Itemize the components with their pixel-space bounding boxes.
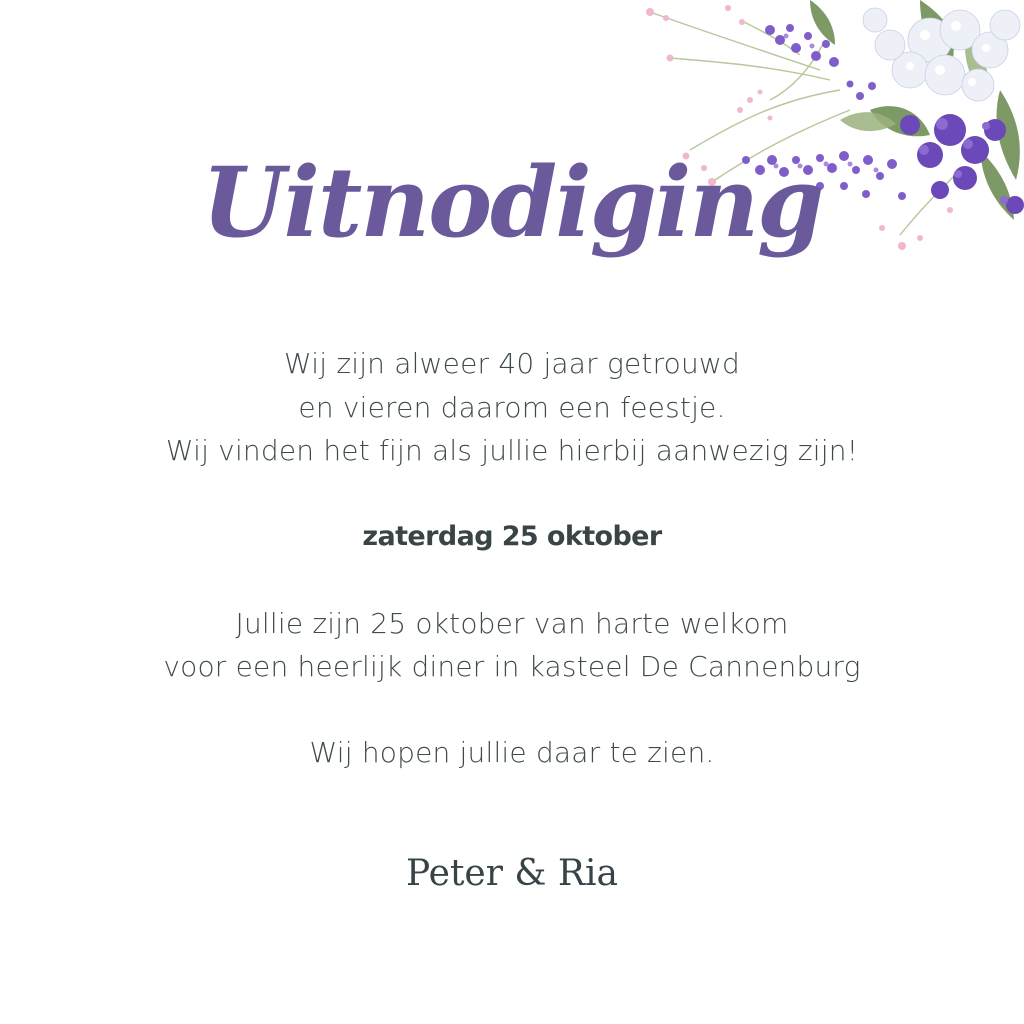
details-line-2: voor een heerlijk diner in kasteel De Cannenburg: [163, 650, 861, 683]
intro-line-3: Wij vinden het fijn als jullie hierbij aanwezig zijn!: [165, 434, 859, 467]
intro-line-1: Wij zijn alweer 40 jaar getrouwd: [283, 347, 741, 380]
details-line-1: Jullie zijn 25 oktober van harte welkom: [235, 607, 789, 640]
intro-line-2: en vieren daarom een feestje.: [298, 391, 726, 424]
signature: Peter & Ria: [406, 853, 618, 894]
event-date: zaterdag 25 oktober: [362, 521, 662, 552]
invitation-title: Uitnodiging: [201, 146, 823, 259]
closing-line: Wij hopen jullie daar te zien.: [309, 736, 715, 769]
